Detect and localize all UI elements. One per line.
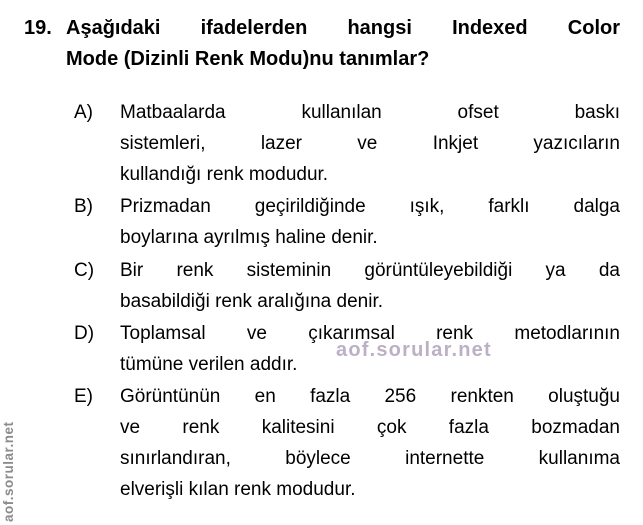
option-c-text bbox=[120, 255, 620, 317]
option-b-text bbox=[120, 191, 620, 253]
option-a-line-1: Matbaalarda kullanılan ofset baskı bbox=[120, 102, 620, 123]
option-a-text bbox=[120, 97, 620, 190]
option-e-line-3: sınırlandıran, böylece internette kullanıma bbox=[120, 448, 620, 469]
option-b-line-1: Prizmadan geçirildiğinde ışık, farklı dalga bbox=[120, 196, 620, 217]
option-b-letter: B) bbox=[74, 196, 93, 217]
option-c bbox=[74, 255, 620, 317]
option-c-line-2: basabildiği renk aralığına denir. bbox=[120, 291, 384, 312]
option-e-letter: E) bbox=[74, 386, 93, 407]
option-d-letter: D) bbox=[74, 323, 95, 344]
option-e-text bbox=[120, 381, 620, 505]
option-d bbox=[74, 318, 620, 380]
option-a-line-3: kullandığı renk modudur. bbox=[120, 164, 329, 185]
question-line-1: Aşağıdaki ifadelerden hangsi Indexed Color bbox=[66, 17, 620, 39]
option-a bbox=[74, 97, 620, 190]
watermark-center: aof.sorular.net bbox=[336, 339, 492, 361]
option-a-line-2: sistemleri, lazer ve Inkjet yazıcıların bbox=[120, 133, 620, 154]
option-d-line-2: tümüne verilen addır. bbox=[120, 354, 298, 375]
question-line-2: Mode (Dizinli Renk Modu)nu tanımlar? bbox=[66, 48, 430, 70]
question-block bbox=[24, 13, 620, 75]
option-e-line-4: elverişli kılan renk modudur. bbox=[120, 479, 356, 500]
watermark-vertical-left: aof.sorular.net bbox=[1, 421, 16, 522]
option-a-letter: A) bbox=[74, 102, 93, 123]
question-number: 19. bbox=[24, 17, 52, 39]
option-d-text bbox=[120, 318, 620, 380]
option-e-line-2: ve renk kalitesini çok fazla bozmadan bbox=[120, 417, 620, 438]
question-text bbox=[66, 13, 620, 75]
option-c-letter: C) bbox=[74, 260, 95, 281]
option-e-line-1: Görüntünün en fazla 256 renkten oluştuğu bbox=[120, 386, 620, 407]
option-e bbox=[74, 381, 620, 505]
option-b bbox=[74, 191, 620, 253]
option-d-line-1: Toplamsal ve çıkarımsal renk metodlarının bbox=[120, 323, 620, 344]
option-c-line-1: Bir renk sisteminin görüntüleyebildiği ya da bbox=[120, 260, 620, 281]
option-b-line-2: boylarına ayrılmış haline denir. bbox=[120, 227, 378, 248]
